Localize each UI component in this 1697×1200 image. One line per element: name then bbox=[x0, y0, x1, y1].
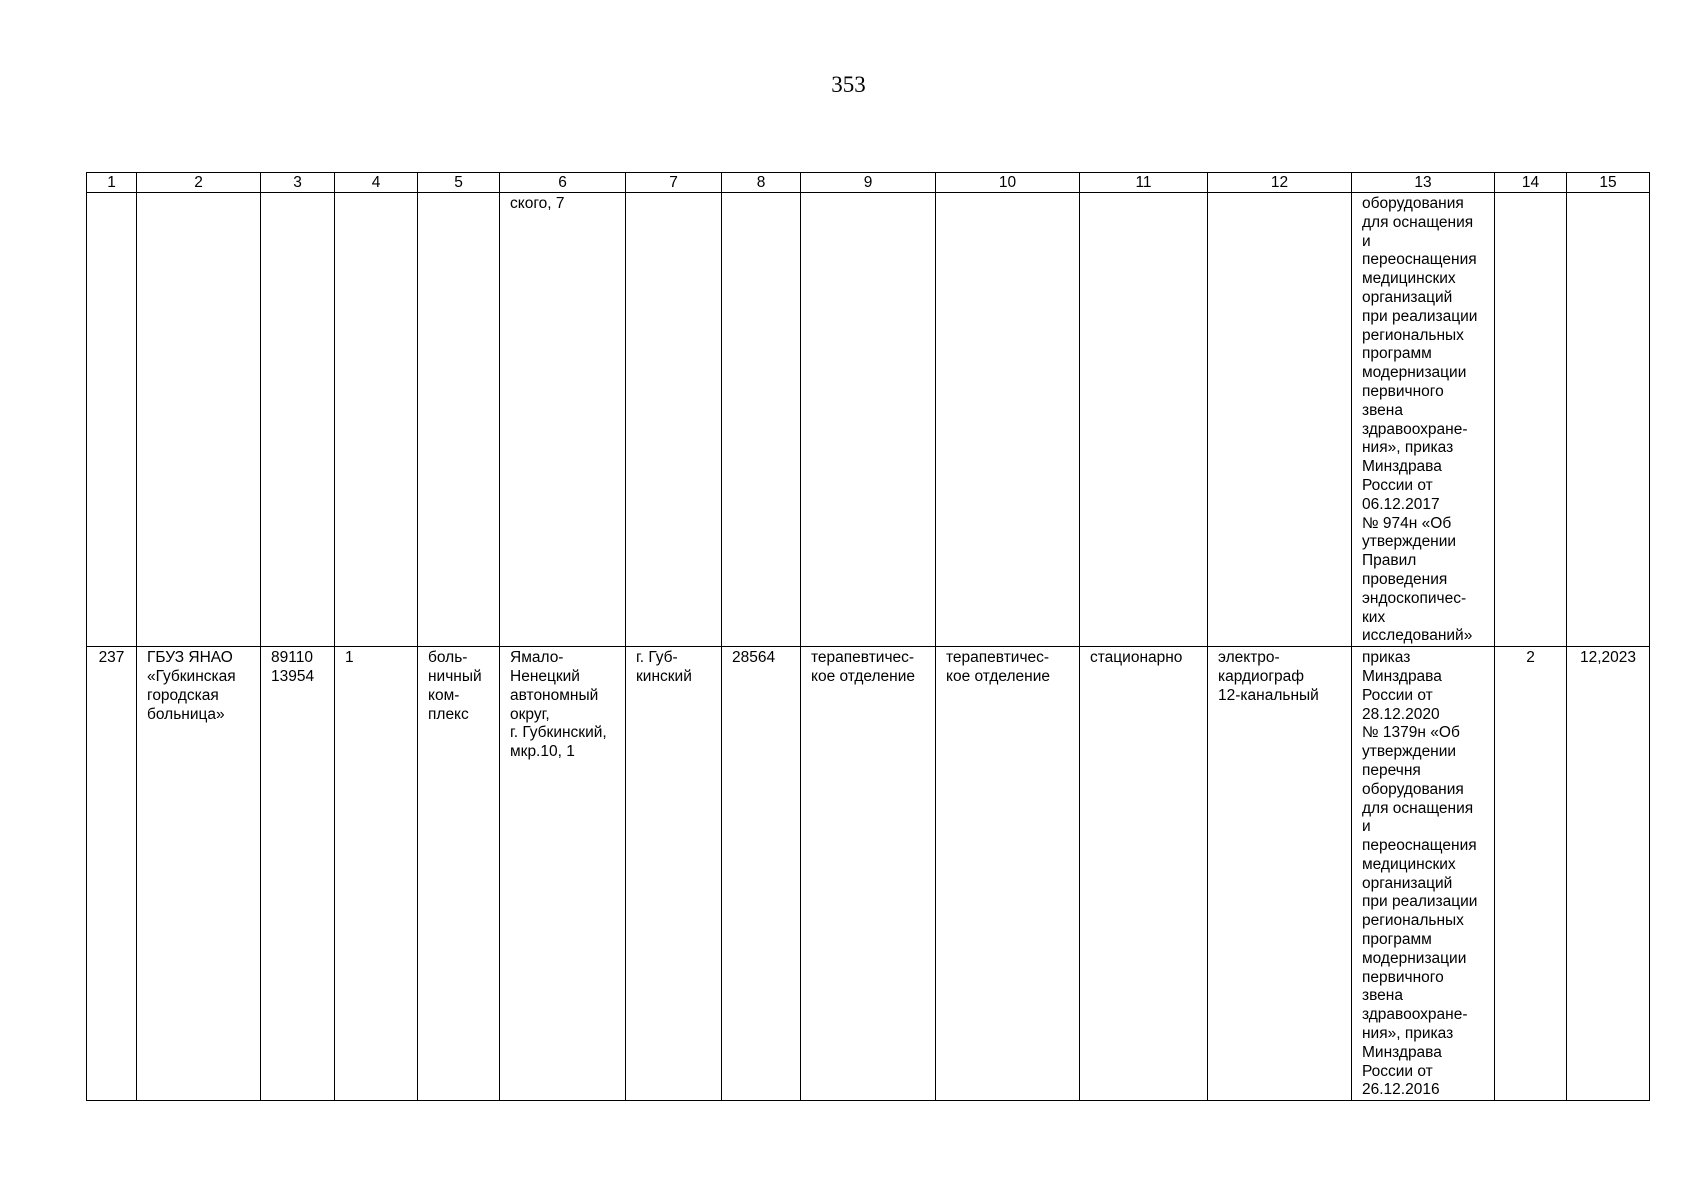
cell-date: 12,2023 bbox=[1567, 647, 1650, 1101]
header-cell: 7 bbox=[626, 173, 722, 193]
cell-col4 bbox=[335, 193, 418, 647]
cell-code: 89110 13954 bbox=[261, 647, 335, 1101]
cell-col8 bbox=[722, 193, 801, 647]
cell-date bbox=[1567, 193, 1650, 647]
header-cell: 5 bbox=[418, 173, 500, 193]
cell-address: ского, 7 bbox=[500, 193, 626, 647]
header-cell: 4 bbox=[335, 173, 418, 193]
cell-department bbox=[801, 193, 936, 647]
cell-col8: 28564 bbox=[722, 647, 801, 1101]
header-cell: 3 bbox=[261, 173, 335, 193]
cell-regulation: приказ Минздрава России от 28.12.2020 № 1379н «Об утверждении перечня оборудования для оснащения и переоснащения медицинских организаций при реализации региональных программ модернизации первичного звена здравоохране- ния», приказ Минздрава России от 26.12.2016 bbox=[1352, 647, 1495, 1101]
cell-equipment bbox=[1208, 193, 1352, 647]
header-cell: 10 bbox=[936, 173, 1080, 193]
header-row bbox=[87, 173, 1650, 193]
cell-equipment: электро- кардиограф 12-канальный bbox=[1208, 647, 1352, 1101]
table-row bbox=[87, 193, 1650, 647]
header-cell: 15 bbox=[1567, 173, 1650, 193]
header-cell: 2 bbox=[137, 173, 261, 193]
cell-regulation: оборудования для оснащения и переоснащения медицинских организаций при реализации региональных программ модернизации первичного звена здравоохране- ния», приказ Минздрава России от 06.12.2017 № 974н «Об утверждении Правил проведения эндоскопичес- ких исследований» bbox=[1352, 193, 1495, 647]
header-cell: 12 bbox=[1208, 173, 1352, 193]
cell-care-mode bbox=[1080, 193, 1208, 647]
cell-quantity: 2 bbox=[1495, 647, 1567, 1101]
cell-quantity bbox=[1495, 193, 1567, 647]
page-number: 353 bbox=[831, 72, 866, 97]
cell-city bbox=[626, 193, 722, 647]
cell-department: терапевтичес- кое отделение bbox=[801, 647, 936, 1101]
table-row bbox=[87, 647, 1650, 1101]
cell-organization bbox=[137, 193, 261, 647]
cell-organization: ГБУЗ ЯНАО «Губкинская городская больница» bbox=[137, 647, 261, 1101]
header-cell: 1 bbox=[87, 173, 137, 193]
cell-department-2 bbox=[936, 193, 1080, 647]
cell-address: Ямало- Ненецкий автономный округ, г. Губкинский, мкр.10, 1 bbox=[500, 647, 626, 1101]
cell-code bbox=[261, 193, 335, 647]
header-cell: 11 bbox=[1080, 173, 1208, 193]
cell-department-2: терапевтичес- кое отделение bbox=[936, 647, 1080, 1101]
cell-care-mode: стационарно bbox=[1080, 647, 1208, 1101]
cell-building-type: боль- ничный ком- плекс bbox=[418, 647, 500, 1101]
cell-number: 237 bbox=[87, 647, 137, 1101]
header-cell: 6 bbox=[500, 173, 626, 193]
cell-city: г. Губ- кинский bbox=[626, 647, 722, 1101]
cell-col4: 1 bbox=[335, 647, 418, 1101]
cell-building-type bbox=[418, 193, 500, 647]
header-cell: 9 bbox=[801, 173, 936, 193]
header-cell: 8 bbox=[722, 173, 801, 193]
header-cell: 13 bbox=[1352, 173, 1495, 193]
cell-number bbox=[87, 193, 137, 647]
equipment-table bbox=[86, 172, 1650, 1101]
header-cell: 14 bbox=[1495, 173, 1567, 193]
